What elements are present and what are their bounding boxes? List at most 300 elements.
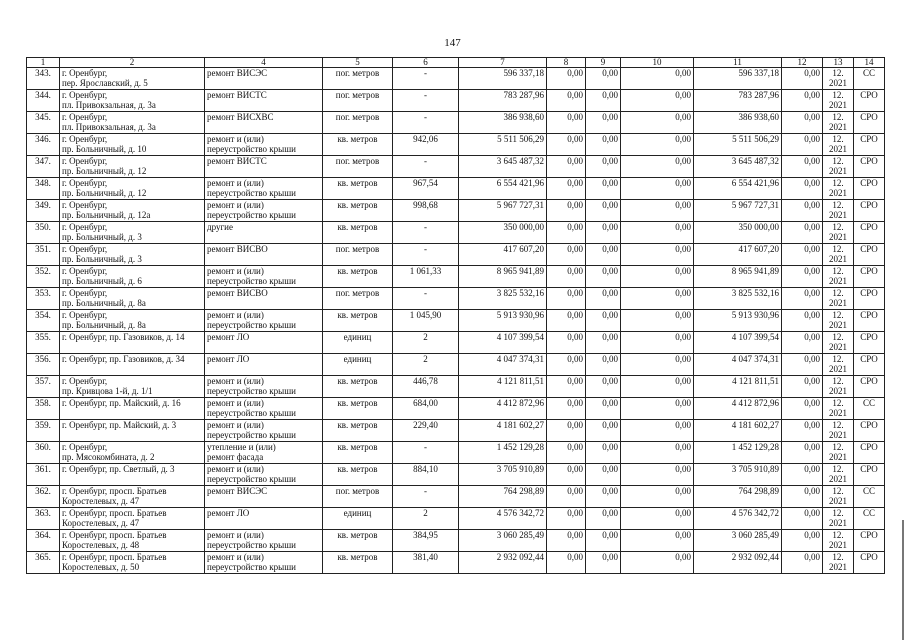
cost-cell xyxy=(694,134,782,156)
deadline-cell xyxy=(823,486,854,508)
total-cost-cell xyxy=(459,354,547,376)
cell-line-2: переустройство крыши xyxy=(207,430,296,440)
cost-cell xyxy=(586,68,621,90)
cell-line-2: 2021 xyxy=(829,474,847,484)
cost-cell xyxy=(782,244,823,266)
cell-text: 384,95 xyxy=(413,530,438,540)
row-number-cell xyxy=(27,90,60,112)
cost-cell xyxy=(621,486,694,508)
cell-text: 0,00 xyxy=(804,244,820,254)
cell-line-1: 12. xyxy=(832,90,844,100)
cell-text: 2 xyxy=(423,332,428,342)
address-cell xyxy=(60,376,205,398)
deadline-cell xyxy=(823,178,854,200)
cell-text: СРО xyxy=(860,244,878,254)
cell-text: 0,00 xyxy=(602,156,618,166)
cell-text: 3 060 285,49 xyxy=(731,530,779,540)
cell-text: 4 576 342,72 xyxy=(496,508,544,518)
cell-text: СРО xyxy=(860,376,878,386)
table-row xyxy=(27,530,885,552)
cell-line-2: пер. Ярославский, д. 5 xyxy=(62,78,148,88)
cell-line-1: 12. xyxy=(832,244,844,254)
table-row xyxy=(27,486,885,508)
cost-cell xyxy=(547,156,586,178)
cell-text: 4 181 602,27 xyxy=(496,420,544,430)
cost-cell xyxy=(621,420,694,442)
cost-cell xyxy=(621,442,694,464)
cost-cell xyxy=(694,178,782,200)
table-row xyxy=(27,354,885,376)
cell-text: СРО xyxy=(860,112,878,122)
cost-cell xyxy=(694,376,782,398)
cell-text: 0,00 xyxy=(804,530,820,540)
fund-type-cell xyxy=(854,354,885,376)
deadline-cell xyxy=(823,156,854,178)
cell-line-1: ремонт ЛО xyxy=(207,332,250,342)
cell-text: 0,00 xyxy=(804,420,820,430)
cell-line-2: 2021 xyxy=(829,342,847,352)
cell-text: 0,00 xyxy=(804,552,820,562)
cell-text: 3 825 532,16 xyxy=(496,288,544,298)
cell-text: 363. xyxy=(35,508,51,518)
work-type-cell xyxy=(205,266,323,288)
cell-line-1: 12. xyxy=(832,134,844,144)
cell-text: СРО xyxy=(860,288,878,298)
fund-type-cell xyxy=(854,288,885,310)
cost-cell xyxy=(547,112,586,134)
cost-cell xyxy=(586,398,621,420)
cell-text: 4 576 342,72 xyxy=(731,508,779,518)
total-cost-cell xyxy=(459,90,547,112)
cost-cell xyxy=(694,508,782,530)
unit-cell xyxy=(323,508,393,530)
cell-line-2: пр. Больничный, д. 12 xyxy=(62,188,147,198)
cost-cell xyxy=(694,398,782,420)
cell-text: 0,00 xyxy=(567,200,583,210)
cell-text: кв. метров xyxy=(337,552,378,562)
address-cell xyxy=(60,442,205,464)
row-number-cell xyxy=(27,222,60,244)
quantity-cell xyxy=(393,156,459,178)
cell-line-1: другие xyxy=(207,222,233,232)
cell-text: 1 045,90 xyxy=(409,310,442,320)
cost-cell xyxy=(586,288,621,310)
cell-text: 229,40 xyxy=(413,420,438,430)
cell-line-2: 2021 xyxy=(829,122,847,132)
table-row xyxy=(27,442,885,464)
cell-line-1: г. Оренбург, просп. Братьев xyxy=(62,530,167,540)
cost-cell xyxy=(586,552,621,574)
work-type-cell xyxy=(205,244,323,266)
deadline-cell xyxy=(823,376,854,398)
cell-text: 0,00 xyxy=(804,222,820,232)
cell-text: 417 607,20 xyxy=(738,244,779,254)
cell-text: 0,00 xyxy=(675,486,691,496)
total-cost-cell xyxy=(459,552,547,574)
cell-text: 365. xyxy=(35,552,51,562)
cost-cell xyxy=(586,332,621,354)
deadline-cell xyxy=(823,420,854,442)
cell-line-1: утепление и (или) xyxy=(207,442,276,452)
row-number-cell xyxy=(27,310,60,332)
cell-text: 0,00 xyxy=(804,354,820,364)
fund-type-cell xyxy=(854,156,885,178)
cost-cell xyxy=(621,464,694,486)
quantity-cell xyxy=(393,376,459,398)
quantity-cell xyxy=(393,486,459,508)
address-cell xyxy=(60,244,205,266)
cost-cell xyxy=(547,266,586,288)
cell-text: СРО xyxy=(860,90,878,100)
cost-cell xyxy=(586,222,621,244)
cell-line-1: г. Оренбург, xyxy=(62,68,108,78)
cell-text: 942,06 xyxy=(413,134,438,144)
unit-cell xyxy=(323,200,393,222)
cell-text: 0,00 xyxy=(602,310,618,320)
cost-cell xyxy=(621,68,694,90)
cost-cell xyxy=(547,134,586,156)
cost-cell xyxy=(586,134,621,156)
cell-text: 0,00 xyxy=(675,156,691,166)
quantity-cell xyxy=(393,310,459,332)
cell-text: пог. метров xyxy=(335,68,380,78)
cell-text: 3 645 487,32 xyxy=(731,156,779,166)
table-row xyxy=(27,508,885,530)
cell-line-2: пр. Мясокомбината, д. 2 xyxy=(62,452,155,462)
cost-cell xyxy=(586,442,621,464)
cell-text: 3 705 910,89 xyxy=(496,464,544,474)
cost-cell xyxy=(782,508,823,530)
cell-text: 0,00 xyxy=(567,244,583,254)
cell-text: СРО xyxy=(860,156,878,166)
cell-line-2: 2021 xyxy=(829,254,847,264)
work-type-cell xyxy=(205,508,323,530)
cell-line-2: пр. Больничный, д. 8а xyxy=(62,320,146,330)
cost-cell xyxy=(621,200,694,222)
cost-cell xyxy=(621,134,694,156)
cell-line-1: ремонт и (или) xyxy=(207,552,264,562)
column-header: 2 xyxy=(60,58,205,68)
unit-cell xyxy=(323,222,393,244)
cell-line-2: пр. Кривцова 1-й, д. 1/1 xyxy=(62,386,153,396)
cost-cell xyxy=(547,354,586,376)
cell-text: 346. xyxy=(35,134,51,144)
cost-cell xyxy=(694,68,782,90)
cost-cell xyxy=(586,420,621,442)
cell-line-1: г. Оренбург, xyxy=(62,376,108,386)
cell-text: 0,00 xyxy=(567,398,583,408)
cell-text: 998,68 xyxy=(413,200,438,210)
address-cell xyxy=(60,200,205,222)
cell-text: 0,00 xyxy=(567,354,583,364)
cell-text: 0,00 xyxy=(567,464,583,474)
cell-line-1: г. Оренбург, xyxy=(62,200,108,210)
cell-line-1: ремонт и (или) xyxy=(207,420,264,430)
column-header: 10 xyxy=(621,58,694,68)
quantity-cell xyxy=(393,90,459,112)
cost-cell xyxy=(694,464,782,486)
cost-cell xyxy=(782,530,823,552)
cell-text: 0,00 xyxy=(675,552,691,562)
cell-text: кв. метров xyxy=(337,134,378,144)
capital-repair-table xyxy=(26,57,885,574)
cost-cell xyxy=(586,244,621,266)
unit-cell xyxy=(323,376,393,398)
address-cell xyxy=(60,288,205,310)
cell-line-1: ремонт ВИСВО xyxy=(207,244,268,254)
cost-cell xyxy=(547,442,586,464)
cell-line-1: ремонт и (или) xyxy=(207,310,264,320)
cell-text: 684,00 xyxy=(413,398,438,408)
work-type-cell xyxy=(205,134,323,156)
cell-line-1: ремонт и (или) xyxy=(207,398,264,408)
cell-line-1: ремонт ВИСЭС xyxy=(207,486,268,496)
cost-cell xyxy=(782,266,823,288)
cell-text: кв. метров xyxy=(337,200,378,210)
cell-line-1: г. Оренбург, пр. Газовиков, д. 34 xyxy=(62,354,185,364)
cost-cell xyxy=(694,442,782,464)
cell-text: 4 047 374,31 xyxy=(731,354,779,364)
quantity-cell xyxy=(393,244,459,266)
cell-text: 1 061,33 xyxy=(409,266,442,276)
deadline-cell xyxy=(823,332,854,354)
cell-line-1: г. Оренбург, xyxy=(62,310,108,320)
cell-line-1: ремонт ЛО xyxy=(207,508,250,518)
cell-text: 0,00 xyxy=(675,332,691,342)
row-number-cell xyxy=(27,112,60,134)
cell-text: 596 337,18 xyxy=(503,68,544,78)
cell-line-2: переустройство крыши xyxy=(207,540,296,550)
address-cell xyxy=(60,310,205,332)
total-cost-cell xyxy=(459,244,547,266)
page-number: 147 xyxy=(444,37,461,49)
address-cell xyxy=(60,354,205,376)
cell-text: 0,00 xyxy=(804,508,820,518)
cell-text: 350 000,00 xyxy=(503,222,544,232)
fund-type-cell xyxy=(854,442,885,464)
table-row xyxy=(27,552,885,574)
column-header: 13 xyxy=(823,58,854,68)
cell-line-1: г. Оренбург, xyxy=(62,90,108,100)
table-row xyxy=(27,112,885,134)
work-type-cell xyxy=(205,398,323,420)
cell-text: СРО xyxy=(860,332,878,342)
unit-cell xyxy=(323,552,393,574)
cost-cell xyxy=(621,310,694,332)
address-cell xyxy=(60,68,205,90)
cell-line-1: ремонт ВИСЭС xyxy=(207,68,268,78)
cost-cell xyxy=(694,90,782,112)
work-type-cell xyxy=(205,200,323,222)
address-cell xyxy=(60,552,205,574)
cost-cell xyxy=(621,530,694,552)
cell-text: 1 452 129,28 xyxy=(731,442,779,452)
cell-line-2: Коростелевых, д. 50 xyxy=(62,562,140,572)
column-header: 7 xyxy=(459,58,547,68)
table-row xyxy=(27,420,885,442)
cell-text: 5 913 930,96 xyxy=(496,310,544,320)
cost-cell xyxy=(694,354,782,376)
cell-text: 0,00 xyxy=(804,398,820,408)
cost-cell xyxy=(782,420,823,442)
cell-line-2: пл. Привокзальная, д. 3а xyxy=(62,122,156,132)
cell-line-2: пл. Привокзальная, д. 3а xyxy=(62,100,156,110)
table-row xyxy=(27,332,885,354)
cell-line-1: ремонт и (или) xyxy=(207,530,264,540)
cost-cell xyxy=(547,530,586,552)
address-cell xyxy=(60,178,205,200)
cell-text: СРО xyxy=(860,266,878,276)
cell-text: 345. xyxy=(35,112,51,122)
cell-line-1: 12. xyxy=(832,420,844,430)
cell-text: 0,00 xyxy=(602,244,618,254)
total-cost-cell xyxy=(459,376,547,398)
cost-cell xyxy=(586,464,621,486)
cell-text: 0,00 xyxy=(804,332,820,342)
cell-text: 349. xyxy=(35,200,51,210)
column-header: 1 xyxy=(27,58,60,68)
cell-line-2: переустройство крыши xyxy=(207,474,296,484)
cost-cell xyxy=(694,530,782,552)
cell-text: единиц xyxy=(343,508,372,518)
cell-text: 0,00 xyxy=(602,530,618,540)
work-type-cell xyxy=(205,112,323,134)
cell-text: 0,00 xyxy=(675,244,691,254)
cell-text: 2 xyxy=(423,508,428,518)
cost-cell xyxy=(621,332,694,354)
cell-line-1: 12. xyxy=(832,552,844,562)
deadline-cell xyxy=(823,398,854,420)
cell-text: 3 060 285,49 xyxy=(496,530,544,540)
row-number-cell xyxy=(27,178,60,200)
cell-text: 0,00 xyxy=(602,332,618,342)
deadline-cell xyxy=(823,354,854,376)
cell-text: 8 965 941,89 xyxy=(731,266,779,276)
cell-line-2: 2021 xyxy=(829,298,847,308)
cell-line-2: 2021 xyxy=(829,452,847,462)
cell-line-2: переустройство крыши xyxy=(207,320,296,330)
total-cost-cell xyxy=(459,178,547,200)
cell-text: 0,00 xyxy=(804,112,820,122)
cell-text: СРО xyxy=(860,552,878,562)
cell-text: СРО xyxy=(860,310,878,320)
unit-cell xyxy=(323,442,393,464)
deadline-cell xyxy=(823,310,854,332)
total-cost-cell xyxy=(459,288,547,310)
cell-text: кв. метров xyxy=(337,530,378,540)
row-number-cell xyxy=(27,376,60,398)
cell-text: СС xyxy=(862,486,875,496)
column-header: 11 xyxy=(694,58,782,68)
cell-line-2: переустройство крыши xyxy=(207,144,296,154)
cell-text: 783 287,96 xyxy=(738,90,779,100)
cost-cell xyxy=(694,112,782,134)
unit-cell xyxy=(323,486,393,508)
cell-text: 783 287,96 xyxy=(503,90,544,100)
cost-cell xyxy=(586,310,621,332)
cell-text: 355. xyxy=(35,332,51,342)
cell-line-1: 12. xyxy=(832,464,844,474)
cell-text: 0,00 xyxy=(804,442,820,452)
cell-text: 0,00 xyxy=(602,420,618,430)
total-cost-cell xyxy=(459,464,547,486)
cell-text: 343. xyxy=(35,68,51,78)
row-number-cell xyxy=(27,552,60,574)
column-header: 12 xyxy=(782,58,823,68)
cell-text: 0,00 xyxy=(567,420,583,430)
cost-cell xyxy=(621,376,694,398)
cell-text: 4 047 374,31 xyxy=(496,354,544,364)
quantity-cell xyxy=(393,530,459,552)
cell-text: 361. xyxy=(35,464,51,474)
cell-text: 344. xyxy=(35,90,51,100)
cell-text: 351. xyxy=(35,244,51,254)
address-cell xyxy=(60,134,205,156)
cost-cell xyxy=(782,178,823,200)
fund-type-cell xyxy=(854,332,885,354)
row-number-cell xyxy=(27,398,60,420)
table-row xyxy=(27,310,885,332)
fund-type-cell xyxy=(854,68,885,90)
cell-line-1: ремонт и (или) xyxy=(207,376,264,386)
cost-cell xyxy=(621,398,694,420)
cell-line-2: 2021 xyxy=(829,166,847,176)
cost-cell xyxy=(547,486,586,508)
cost-cell xyxy=(586,508,621,530)
cell-text: 0,00 xyxy=(804,68,820,78)
total-cost-cell xyxy=(459,112,547,134)
cost-cell xyxy=(694,420,782,442)
cell-text: 381,40 xyxy=(413,552,438,562)
cell-line-1: г. Оренбург, xyxy=(62,266,108,276)
total-cost-cell xyxy=(459,530,547,552)
unit-cell xyxy=(323,90,393,112)
cost-cell xyxy=(547,310,586,332)
quantity-cell xyxy=(393,68,459,90)
unit-cell xyxy=(323,112,393,134)
address-cell xyxy=(60,332,205,354)
cell-line-1: ремонт и (или) xyxy=(207,464,264,474)
cell-line-2: 2021 xyxy=(829,364,847,374)
work-type-cell xyxy=(205,90,323,112)
cell-line-2: пр. Больничный, д. 6 xyxy=(62,276,142,286)
cell-text: 0,00 xyxy=(567,178,583,188)
cell-line-2: Коростелевых, д. 48 xyxy=(62,540,140,550)
cell-text: 0,00 xyxy=(567,288,583,298)
total-cost-cell xyxy=(459,68,547,90)
cell-text: 0,00 xyxy=(675,376,691,386)
cell-line-2: переустройство крыши xyxy=(207,408,296,418)
cell-line-2: Коростелевых, д. 47 xyxy=(62,518,140,528)
cell-text: 2 xyxy=(423,354,428,364)
column-header: 5 xyxy=(323,58,393,68)
fund-type-cell xyxy=(854,222,885,244)
cell-text: 0,00 xyxy=(567,222,583,232)
table-row xyxy=(27,398,885,420)
cell-line-1: г. Оренбург, xyxy=(62,222,108,232)
row-number-cell xyxy=(27,442,60,464)
cell-text: кв. метров xyxy=(337,266,378,276)
cell-line-1: ремонт и (или) xyxy=(207,266,264,276)
cell-line-1: 12. xyxy=(832,178,844,188)
address-cell xyxy=(60,398,205,420)
unit-cell xyxy=(323,310,393,332)
cost-cell xyxy=(547,398,586,420)
cell-text: 4 181 602,27 xyxy=(731,420,779,430)
cost-cell xyxy=(586,178,621,200)
cell-text: 0,00 xyxy=(602,398,618,408)
unit-cell xyxy=(323,332,393,354)
